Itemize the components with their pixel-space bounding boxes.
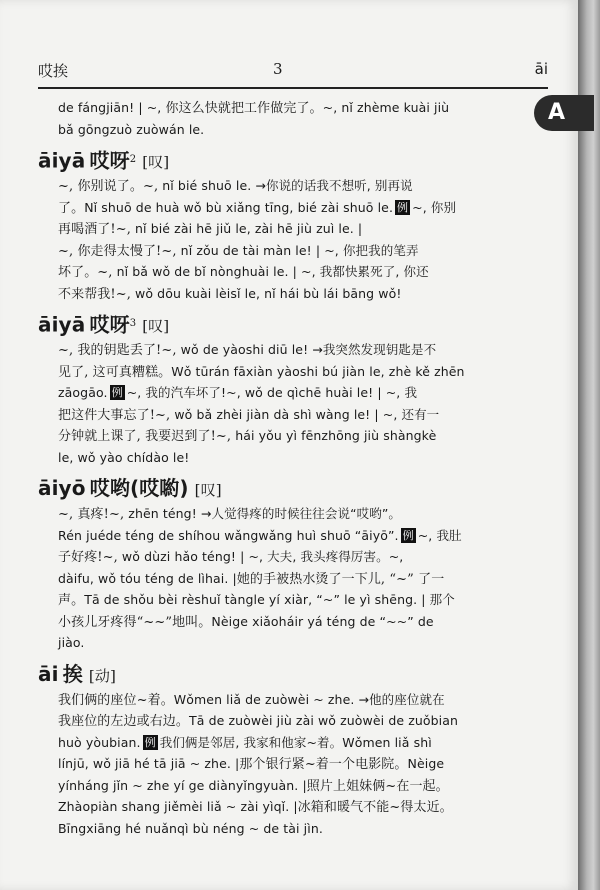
entry-text-line xyxy=(58,261,528,283)
text-segment: nǐ bié shuō le. →你说的话我不想听, 别再说 xyxy=(158,178,413,193)
text-segment: Rén juéde téng de shíhou wǎngwǎng huì shuō “āiyō”. xyxy=(58,527,399,543)
text-segment: 分钟就上课了, 我要迟到了!~, xyxy=(58,429,232,444)
header-left-title: 哎挨 xyxy=(38,62,69,80)
text-segment: Nǐ shuō de huà wǒ bù xiǎng tīng, bié zài shuō le. xyxy=(84,199,394,215)
text-segment: huò yòubian. xyxy=(58,734,141,750)
text-segment: zhēn téng! →人觉得疼的时候往往会说“哎哟”。 xyxy=(124,506,402,521)
text-segment: 那个银行紧~着一个电影院。 xyxy=(239,757,408,772)
header-divider xyxy=(38,87,548,89)
text-segment: nǐ bǎ wǒ de bǐ nònghuài le. | ~, 我都快累死了, 你还 xyxy=(112,264,429,279)
headword-pinyin: āiyā xyxy=(38,312,86,337)
text-segment: ~, 你走得太慢了!~, xyxy=(58,243,177,259)
text-segment: ~, 真疼!~, xyxy=(58,507,125,522)
text-segment: wǒ dùzi hǎo téng! | ~, 大夫, 我头疼得厉害。~, xyxy=(117,549,404,564)
entry-text-line xyxy=(58,361,528,383)
text-segment: 子好疼!~, xyxy=(58,550,118,565)
example-marker: 例 xyxy=(397,200,409,214)
dictionary-entry xyxy=(38,659,528,840)
text-segment: 你这么快就把工作做完了。 xyxy=(165,101,323,116)
text-segment: 把这件大事忘了!~, xyxy=(58,407,171,423)
text-segment: 她的手被热水烫了一下儿, “~” 了一 xyxy=(236,571,445,587)
example-text: ~, 你别 xyxy=(412,199,457,215)
entry-headword xyxy=(38,659,528,689)
example-text: ~, 我的汽车坏了!~, wǒ de qìchē huài le! | ~, 我 xyxy=(126,385,418,400)
headword-pinyin: āiyā xyxy=(38,148,86,173)
entry-text-line xyxy=(58,240,528,262)
part-of-speech: [叹] xyxy=(142,317,170,336)
text-segment: Wǒ tūrán fāxiàn yàoshi bú jiàn le, zhè kě zhēn xyxy=(171,363,465,379)
text-segment: 不来帮我!~, xyxy=(58,286,131,302)
text-segment: de fángjiān! | ~, xyxy=(58,100,166,115)
text-segment: Nèige xyxy=(407,756,445,771)
entry-text-line xyxy=(58,710,528,732)
entry-text-line xyxy=(58,525,528,547)
entry-text-line xyxy=(58,753,528,775)
entry-text-line xyxy=(58,775,528,797)
entry-text-line xyxy=(58,796,528,818)
text-segment: jiào. xyxy=(58,635,85,650)
part-of-speech: [动] xyxy=(88,666,116,685)
text-segment: 我座位的左边或右边。 xyxy=(58,714,190,729)
entry-text-line xyxy=(58,689,528,711)
book-spine-edge xyxy=(578,0,600,890)
entry-text-line xyxy=(58,503,528,525)
example-marker: 例 xyxy=(402,528,414,542)
entry-text-line xyxy=(58,339,528,361)
entry-text-line xyxy=(58,119,528,141)
entry-text-line xyxy=(58,447,528,469)
text-segment: wǒ bǎ zhèi jiàn dà shì wàng le! | ~, 还有一 xyxy=(170,406,440,422)
text-segment: Tā de zuòwèi jiù zài wǒ zuòwèi de zuǒbian xyxy=(189,713,459,728)
headword-pinyin: āi xyxy=(38,661,59,686)
entry-text-line xyxy=(58,283,528,305)
dictionary-entry xyxy=(38,145,528,304)
entry-headword xyxy=(38,309,528,339)
entry-text-line xyxy=(58,632,528,654)
text-segment: yínháng jǐn ~ zhe yí ge diànyǐngyuàn. | xyxy=(58,777,307,793)
text-segment: wǒ de yàoshi diū le! →我突然发现钥匙是不 xyxy=(176,342,437,357)
text-segment: línjū, wǒ jiā hé tā jiā ~ zhe. | xyxy=(58,756,240,771)
example-text: ~, 我肚 xyxy=(417,527,462,543)
dictionary-entry xyxy=(38,473,528,654)
text-segment: Tā de shǒu bèi rèshuǐ tàngle yí xiàr, “~” le yì shēng. | 那个 xyxy=(84,592,455,607)
text-segment: bǎ gōngzuò zuòwán le. xyxy=(58,121,205,137)
text-segment: ~, 我的钥匙丢了!~, xyxy=(58,343,177,358)
dictionary-entry xyxy=(58,97,528,140)
text-segment: Bīngxiāng hé nuǎnqì bù néng ~ de tài jìn. xyxy=(58,820,323,836)
text-segment: wǒ dōu kuài lèisǐ le, nǐ hái bù lái bāng wǒ! xyxy=(130,285,402,301)
entry-text-line xyxy=(58,197,528,219)
entry-text-line xyxy=(58,218,528,240)
text-segment: nǐ bié zài hē jiǔ le, zài hē jiù zuì le. | xyxy=(130,221,363,236)
text-segment: Zhàopiàn shang jiěmèi liǎ ~ zài yìqǐ. | xyxy=(58,799,298,814)
headword-chinese: 哎哟(哎喲) xyxy=(89,476,189,500)
text-segment: 坏了。~, xyxy=(58,265,113,280)
text-segment: 照片上姐妹俩~在一起。 xyxy=(306,778,449,794)
text-segment: 声。 xyxy=(58,593,85,608)
entry-text-line xyxy=(58,175,528,197)
text-segment: le, wǒ yào chídào le! xyxy=(58,449,190,465)
page-header xyxy=(38,60,548,86)
entry-text-line xyxy=(58,568,528,590)
text-segment: 再喝酒了!~, xyxy=(58,222,131,237)
text-segment: ~, 你别说了。~, xyxy=(58,179,159,194)
header-right-title: āi xyxy=(534,60,548,78)
part-of-speech: [叹] xyxy=(142,153,170,172)
text-segment: 见了, 这可真糟糕。 xyxy=(58,364,172,380)
text-segment: zāogāo. xyxy=(58,385,108,400)
headword-superscript: 3 xyxy=(129,318,137,329)
text-segment: nǐ zǒu de tài màn le! | ~, 你把我的笔弄 xyxy=(176,242,419,258)
text-segment: 冰箱和暖气不能~得太近。 xyxy=(297,800,453,815)
headword-pinyin: āiyō xyxy=(38,476,86,500)
text-segment: 了。 xyxy=(58,200,85,216)
entry-headword xyxy=(38,145,528,175)
entry-headword xyxy=(38,473,528,503)
entry-text-line xyxy=(58,732,528,754)
text-segment: ~, nǐ zhème kuài jiù xyxy=(322,100,450,115)
entry-text-line xyxy=(58,589,528,611)
headword-chinese: 哎呀 xyxy=(89,148,130,173)
entry-text-line xyxy=(58,97,528,119)
entry-text-line xyxy=(58,611,528,633)
part-of-speech: [叹] xyxy=(194,481,222,499)
entry-text-line xyxy=(58,404,528,426)
text-segment: hái yǒu yì fēnzhōng jiù shàngkè xyxy=(231,428,437,443)
headword-chinese: 挨 xyxy=(62,661,83,686)
text-segment: Nèige xiǎoháir yá téng de “~~” de xyxy=(211,613,434,629)
text-segment: dàifu, wǒ tóu téng de lìhai. | xyxy=(58,570,237,586)
entry-text-line xyxy=(58,425,528,447)
text-segment: 小孩儿牙疼得“~~”地叫。 xyxy=(58,614,212,630)
entry-text-line xyxy=(58,818,528,840)
example-marker: 例 xyxy=(144,735,156,749)
example-marker: 例 xyxy=(111,386,123,399)
entry-text-line xyxy=(58,546,528,568)
thumb-index-tab: A xyxy=(534,95,594,131)
headword-chinese: 哎呀 xyxy=(89,312,130,337)
dictionary-entry xyxy=(38,309,528,468)
example-text: 我们俩是邻居, 我家和他家~着。Wǒmen liǎ shì xyxy=(159,734,432,750)
text-segment: 我们俩的座位~着。 xyxy=(58,692,174,708)
headword-superscript: 2 xyxy=(129,154,137,165)
text-segment: Wǒmen liǎ de zuòwèi ~ zhe. →他的座位就在 xyxy=(173,691,445,707)
dictionary-entries xyxy=(38,97,528,839)
entry-text-line xyxy=(58,382,528,404)
page-number: 3 xyxy=(273,60,283,78)
